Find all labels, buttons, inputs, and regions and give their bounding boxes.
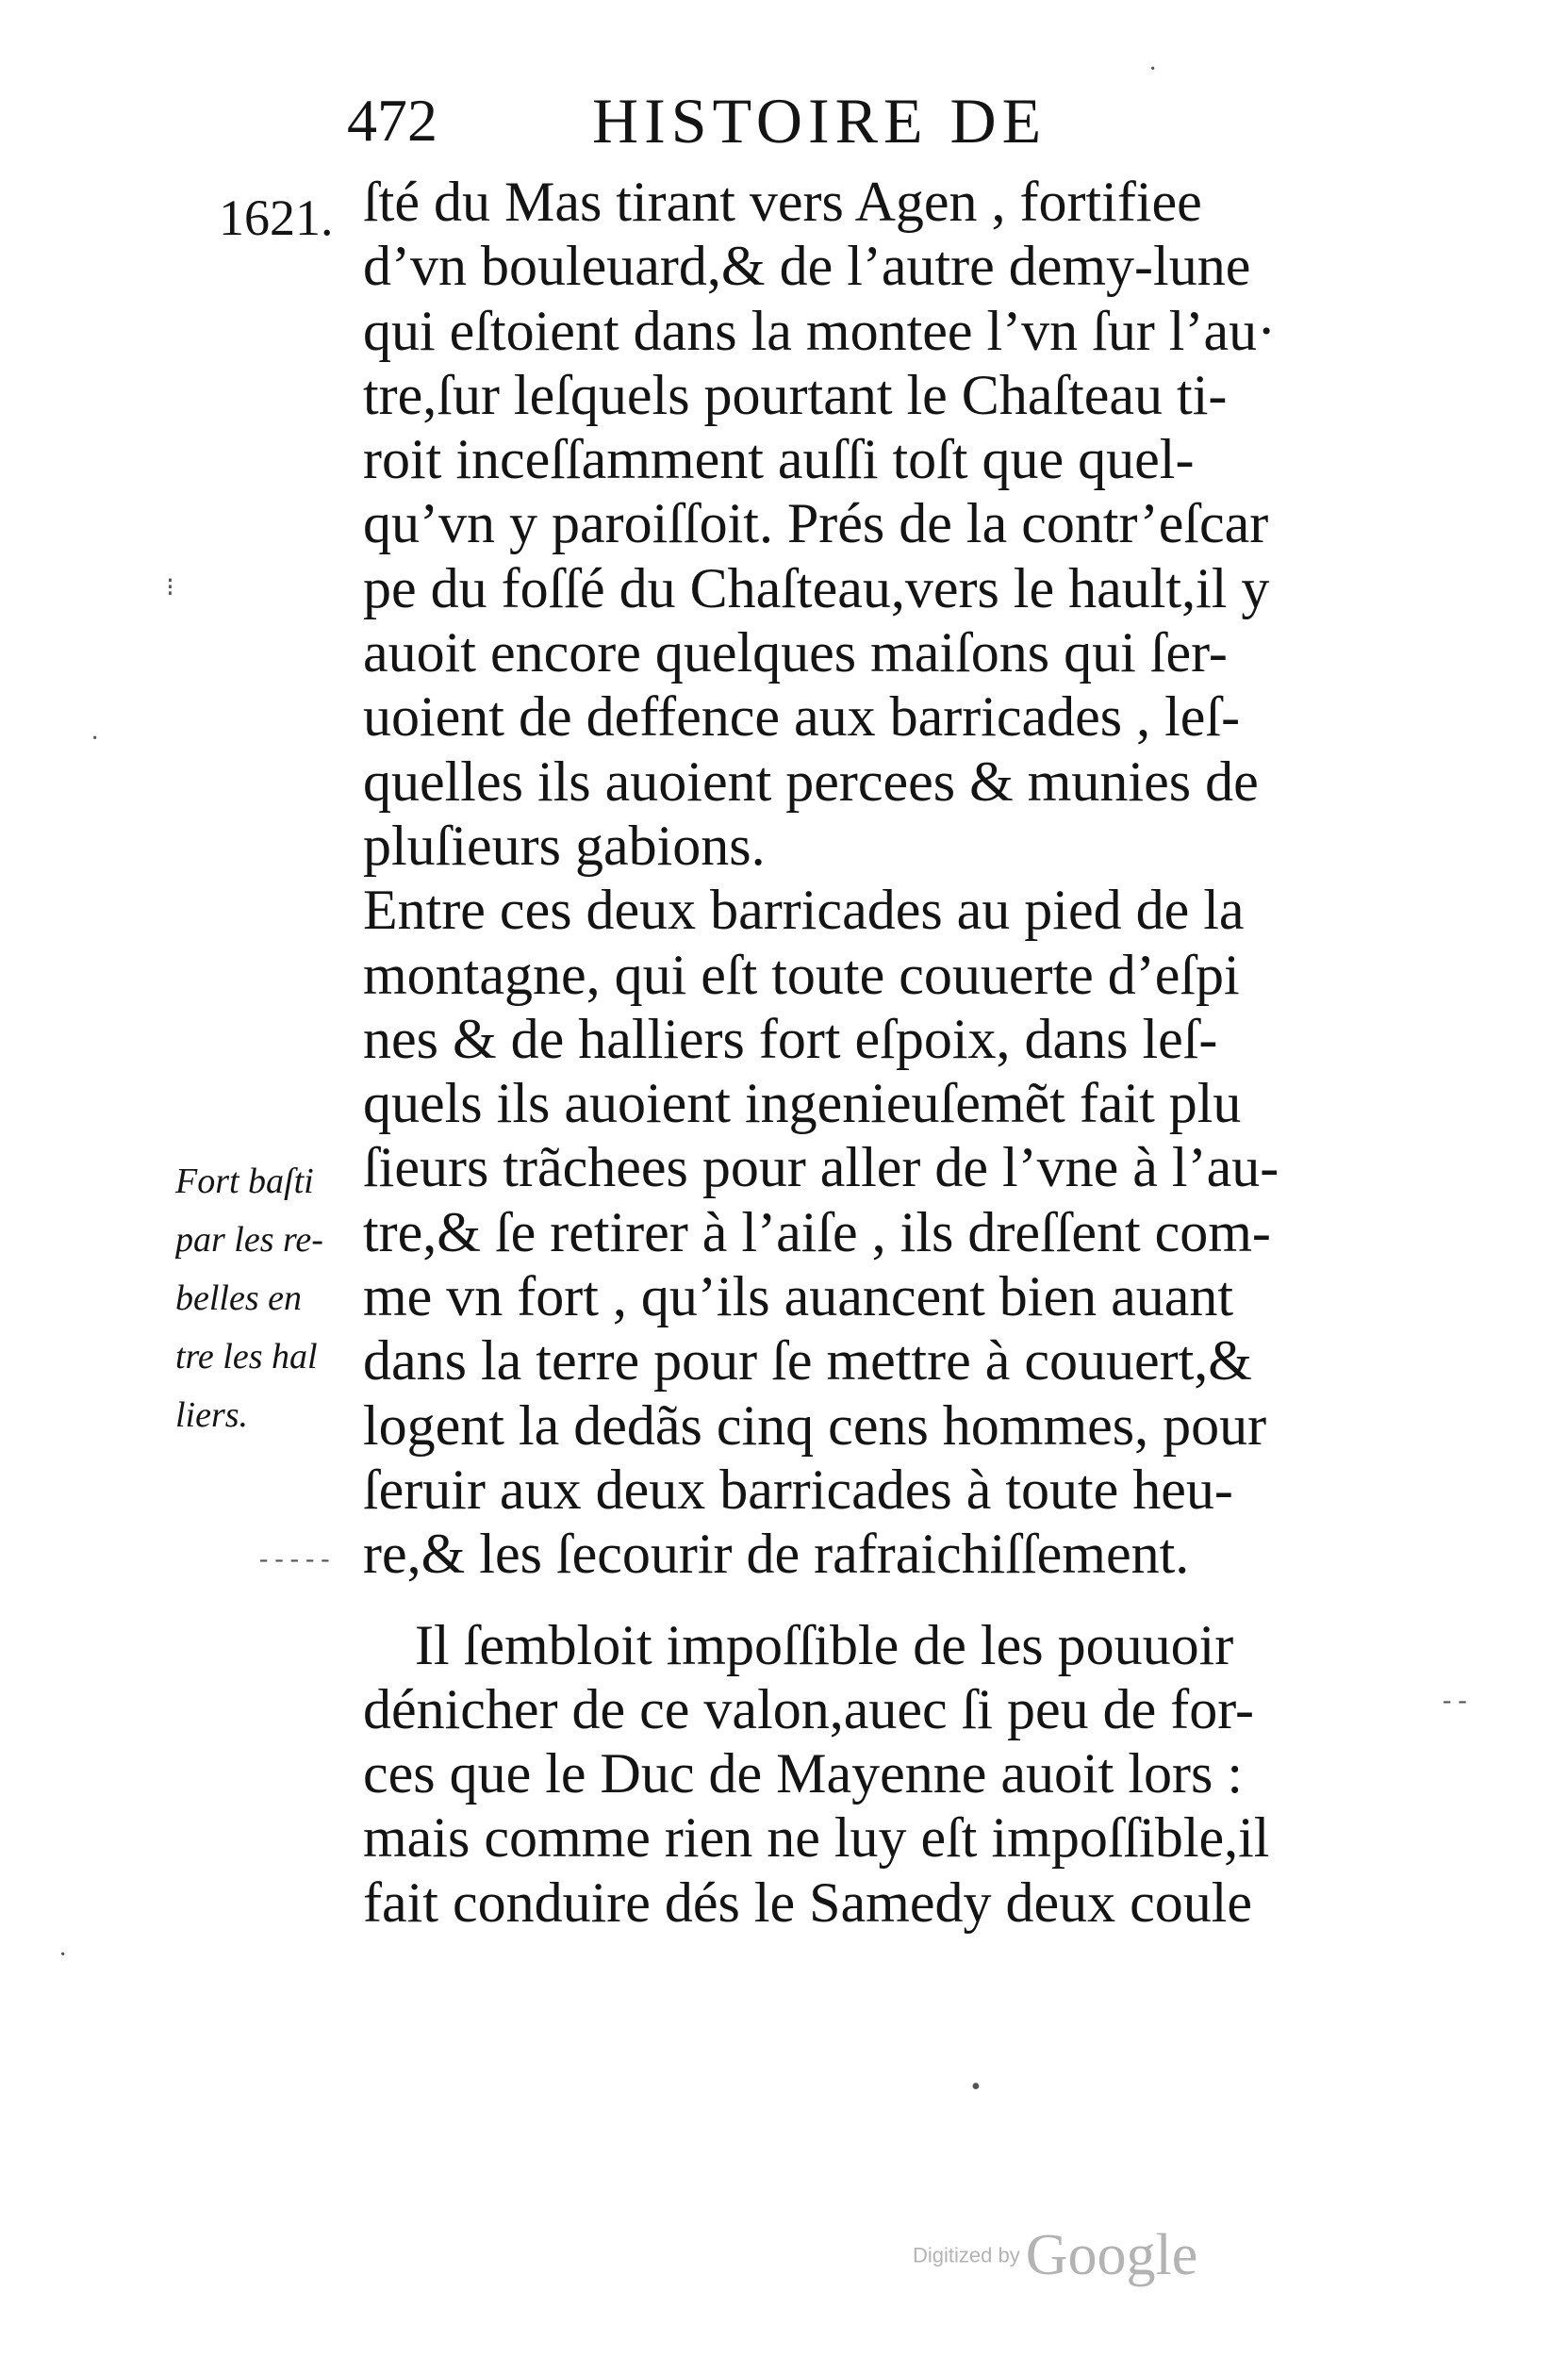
scan-speck: - - <box>1443 1686 1467 1715</box>
text-line: re,& les ſecourir de rafraichiſſement. <box>363 1523 1190 1586</box>
page-number: 472 <box>347 87 437 154</box>
text-line: roit inceſſamment auſſi toſt que quel- <box>363 428 1195 491</box>
text-line: Entre ces deux barricades au pied de la <box>363 879 1245 942</box>
digitized-by-label: Digitized by <box>913 2243 1020 2267</box>
text-line: mais comme rien ne luy eſt impoſſible,il <box>363 1806 1270 1870</box>
text-line: qu’vn y paroiſſoit. Prés de la contr’eſcar <box>363 492 1269 555</box>
text-line: tre,& ſe retirer à l’aiſe , ils dreſſent com- <box>363 1200 1271 1263</box>
text-line: montagne, qui eſt toute couuerte d’eſpi <box>363 943 1240 1006</box>
text-line: ſeruir aux deux barricades à toute heu- <box>363 1458 1233 1521</box>
text-line: ces que le Duc de Mayenne auoit lors : <box>363 1742 1244 1805</box>
text-line: me vn fort , qu’ils auancent bien auant <box>363 1265 1234 1328</box>
text-line: pe du foſſé du Chaſteau,vers le hault,il y <box>363 556 1270 619</box>
text-line: ſté du Mas tirant vers Agen , fortifiee <box>363 171 1202 233</box>
text-line: dans la terre pour ſe mettre à couuert,& <box>363 1329 1252 1393</box>
scan-speck: · <box>1148 55 1158 84</box>
text-line: logent la dedãs cinq cens hommes, pour <box>363 1393 1267 1457</box>
text-line: tre,ſur leſquels pourtant le Chaſteau ti- <box>363 363 1228 426</box>
marginal-note-line: par les re- <box>175 1220 323 1260</box>
scan-speck: · <box>58 1940 68 1970</box>
text-line: qui eſtoient dans la montee l’vn ſur l’au· <box>363 299 1277 362</box>
text-line: fait conduire dés le Samedy deux coule <box>363 1871 1253 1934</box>
scan-speck: · <box>91 724 100 753</box>
text-line: quelles ils auoient percees & munies de <box>363 750 1259 813</box>
marginal-note-line: tre les hal <box>175 1337 318 1376</box>
body-text <box>363 170 1410 1935</box>
text-line: ſieurs trãchees pour aller de l’vne à l’au- <box>363 1136 1279 1199</box>
marginal-note-line: belles en <box>175 1278 303 1318</box>
text-line: nes & de halliers fort eſpoix, dans leſ- <box>363 1007 1218 1070</box>
marginal-note <box>175 1152 373 1444</box>
running-title: HISTOIRE DE <box>592 85 1048 157</box>
scan-speck: • <box>971 2072 981 2102</box>
text-line: d’vn bouleuard,& de l’autre demy-lune <box>363 235 1251 298</box>
text-line: quels ils auoient ingenieuſemẽt fait plu <box>363 1072 1242 1135</box>
text-line: uoient de deffence aux barricades , leſ- <box>363 685 1241 749</box>
scan-speck: ⁝ <box>166 573 174 602</box>
google-logo: Google <box>1025 2223 1198 2287</box>
text-line: Il ſembloit impoſſible de les pouuoir <box>415 1613 1234 1676</box>
text-line: dénicher de ce valon,auec ſi peu de for- <box>363 1677 1254 1740</box>
marginal-note-line: Fort baſti <box>175 1162 314 1201</box>
text-line: auoit encore quelques maiſons qui ſer- <box>363 621 1228 684</box>
margin-year: 1621. <box>219 190 334 246</box>
digitized-by-google-watermark <box>913 2222 1197 2289</box>
paragraph-gap <box>363 1587 1410 1613</box>
text-line: pluſieurs gabions. <box>363 814 766 877</box>
scan-speck: - - - - - <box>259 1544 330 1574</box>
marginal-note-line: liers. <box>175 1395 249 1435</box>
